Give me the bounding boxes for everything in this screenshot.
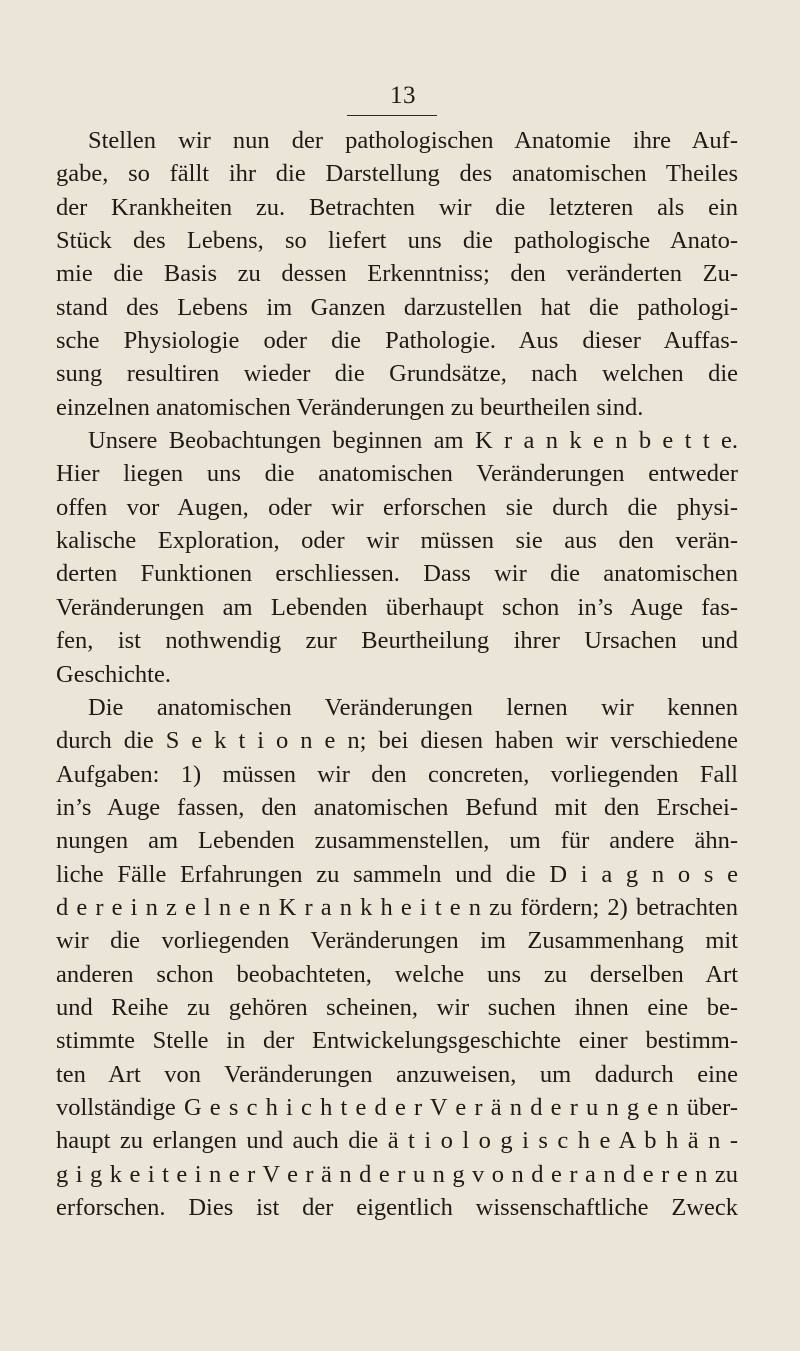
text-line: mie die Basis zu dessen Erkenntniss; den veränderten Zu- xyxy=(56,260,738,288)
text-line: vollständige G e s c h i c h t e d e r V e r ä n d e r u n g e n über- xyxy=(56,1093,738,1121)
page-number-rule xyxy=(347,115,437,116)
text-line: d e r e i n z e l n e n K r a n k h e i t e n zu fördern; 2) betrachten xyxy=(56,893,738,921)
text-line: gabe, so fällt ihr die Darstellung des anatomischen Theiles xyxy=(56,160,738,188)
text-line: und Reihe zu gehören scheinen, wir suchen ihnen eine be- xyxy=(56,993,738,1021)
text-line: ten Art von Veränderungen anzuweisen, um dadurch eine xyxy=(56,1060,738,1088)
text-line: Stück des Lebens, so liefert uns die pathologische Anato- xyxy=(56,227,738,255)
text-line: Veränderungen am Lebenden überhaupt schon in’s Auge fas- xyxy=(56,593,738,621)
text-line: stimmte Stelle in der Entwickelungsgeschichte einer bestimm- xyxy=(56,1027,738,1055)
text-line: Hier liegen uns die anatomischen Veränderungen entweder xyxy=(56,460,738,488)
text-line: kalische Exploration, oder wir müssen sie aus den verän- xyxy=(56,527,738,555)
text-line: durch die S e k t i o n e n; bei diesen haben wir verschiedene xyxy=(56,727,738,755)
text-line: Die anatomischen Veränderungen lernen wir kennen xyxy=(88,693,738,721)
text-line: einzelnen anatomischen Veränderungen zu beurtheilen sind. xyxy=(56,393,644,421)
text-line: liche Fälle Erfahrungen zu sammeln und die D i a g n o s e xyxy=(56,860,738,888)
text-line: Geschichte. xyxy=(56,660,171,688)
text-line: g i g k e i t e i n e r V e r ä n d e r u n g v o n d e r a n d e r e n zu xyxy=(56,1160,738,1188)
text-line: Aufgaben: 1) müssen wir den concreten, vorliegenden Fall xyxy=(56,760,738,788)
text-line: derten Funktionen erschliessen. Dass wir die anatomischen xyxy=(56,560,738,588)
text-line: fen, ist nothwendig zur Beurtheilung ihrer Ursachen und xyxy=(56,627,738,655)
text-line: Unsere Beobachtungen beginnen am K r a n k e n b e t t e. xyxy=(88,427,738,455)
text-line: Stellen wir nun der pathologischen Anatomie ihre Auf- xyxy=(88,127,738,154)
text-line: in’s Auge fassen, den anatomischen Befund mit den Erschei- xyxy=(56,793,738,821)
body-text xyxy=(56,124,738,1224)
text-line: haupt zu erlangen und auch die ä t i o l o g i s c h e A b h ä n - xyxy=(56,1127,738,1155)
text-line: sche Physiologie oder die Pathologie. Aus dieser Auffas- xyxy=(56,327,738,355)
text-line: nungen am Lebenden zusammenstellen, um für andere ähn- xyxy=(56,827,738,855)
text-line: stand des Lebens im Ganzen darzustellen hat die pathologi- xyxy=(56,293,738,321)
text-line: anderen schon beobachteten, welche uns zu derselben Art xyxy=(56,960,738,988)
text-line: offen vor Augen, oder wir erforschen sie durch die physi- xyxy=(56,493,738,521)
page-number: 13 xyxy=(390,82,416,109)
text-line: erforschen. Dies ist der eigentlich wissenschaftliche Zweck xyxy=(56,1194,738,1221)
text-line: sung resultiren wieder die Grundsätze, nach welchen die xyxy=(56,360,738,388)
text-line: wir die vorliegenden Veränderungen im Zusammenhang mit xyxy=(56,927,738,955)
text-line: der Krankheiten zu. Betrachten wir die letzteren als ein xyxy=(56,193,738,221)
